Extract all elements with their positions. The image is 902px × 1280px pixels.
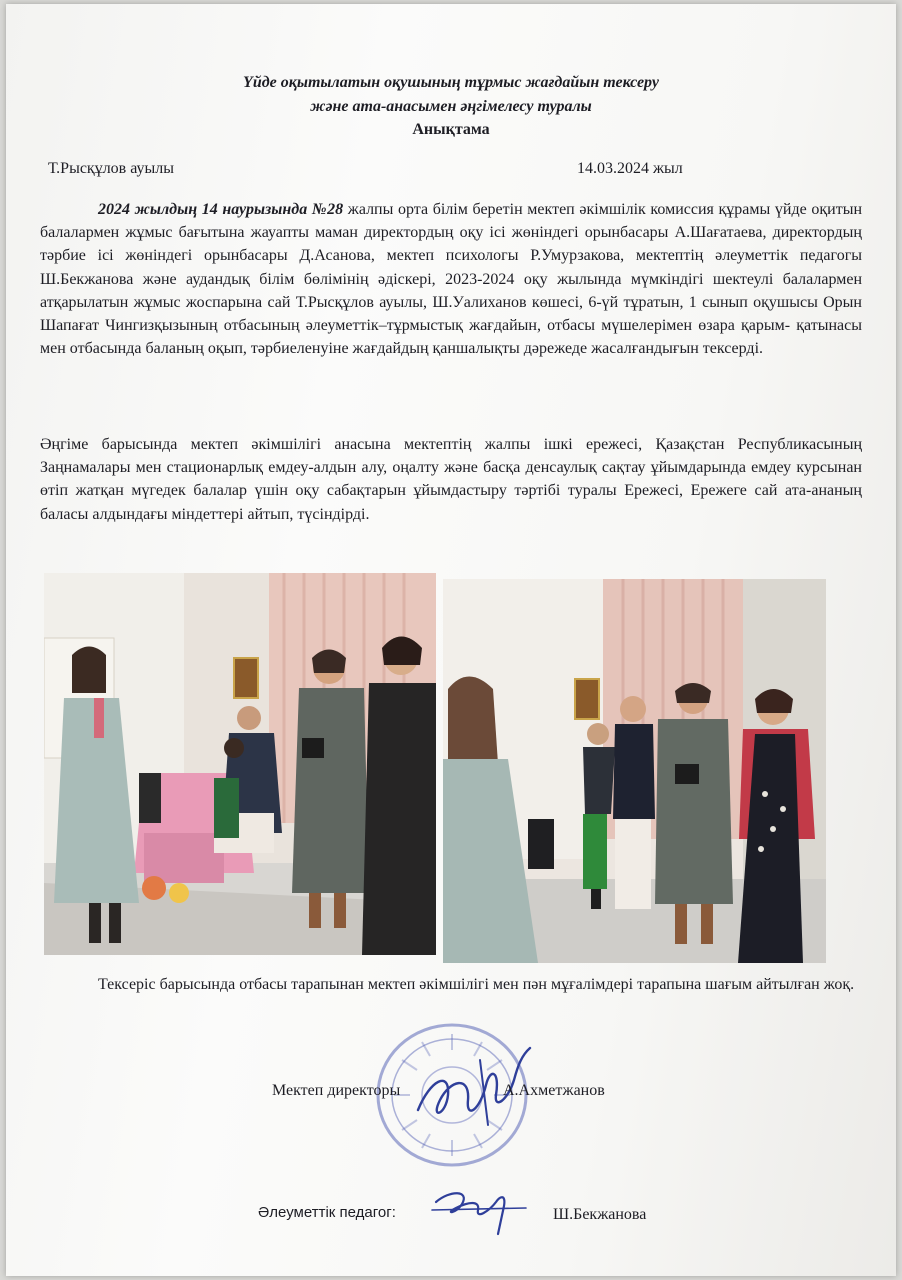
photo-left-image [44, 573, 436, 955]
director-name: А.Ахметжанов [503, 1082, 605, 1099]
paragraph-1 [40, 198, 862, 360]
document-title-heading: Анықтама [412, 121, 490, 138]
document-date: 14.03.2024 жыл [577, 160, 683, 177]
pedagogue-signature-label: Әлеуметтік педагог: [258, 1204, 396, 1221]
paragraph-1-body: жалпы орта білім беретін мектеп әкімшілік комиссия құрамы үйде оқитын балалармен жұмыс бағытына жауапты маман директордың оқу ісі жөніндегі орынбасары А.Шағатаева, директордың тәрбие ісі жөніндегі орынбасары Д.Асанова, мектеп психологы Р.Умурзакова, мектептің әлеуметтік педагогы Ш.Бекжанова және аудандық білім бөлімінің әдіскері, 2023-2024 оқу жылында мүмкіндігі шектеулі балалармен атқарылатын жұмыс жоспарына сай Т.Рысқұлов ауылы, Ш.Уалиханов көшесі, 6-үй тұратын, 1 сынып оқушысы Орын Шапағат Чингизқызының отбасының әлеуметтік–тұрмыстық жағдайын, отбасы мүшелерімен өзара қарым- қатынасы мен отбасында баланың оқып, тәрбиеленуіне жағдайдың қаншалықты дәрежеде жасалғандығын тексерді. [40, 201, 863, 358]
photo-right [443, 579, 826, 963]
paragraph-3: Тексеріс барысында отбасы тарапынан мектеп әкімшілігі мен пән мұғалімдері тарапына шағым айтылған жоқ. [98, 976, 855, 993]
pedagogue-name: Ш.Бекжанова [553, 1206, 647, 1223]
photo-left [44, 573, 436, 955]
paragraph-2: Әңгіме барысында мектеп әкімшілігі анасына мектептің жалпы ішкі ережесі, Қазақстан Республикасының Заңнамалары мен стационарлық емдеу-алдын алу, оңалту және басқа денсаулық сақтау ұйымдарында емдеу курсынан өтіп жатқан мүгедек балалар үшін оқу сабақтарын ұйымдастыру тәртібі туралы Ережесі, Ережеге сай ата-ананың баласы алдындағы міндеттері айтып, түсіндірді. [40, 436, 862, 523]
director-signature-label: Мектеп директоры [272, 1082, 401, 1099]
document-place: Т.Рысқұлов ауылы [48, 160, 175, 177]
handwritten-signature-icon-2 [430, 1180, 530, 1240]
document-title-line2: және ата-анасымен әңгімелесу туралы [310, 98, 592, 115]
paragraph-1-lead: 2024 жылдың 14 наурызында №28 [98, 201, 344, 218]
document-title-line1: Үйде оқытылатын оқушының тұрмыс жағдайын тексеру [243, 74, 659, 91]
photo-right-image [443, 579, 826, 963]
